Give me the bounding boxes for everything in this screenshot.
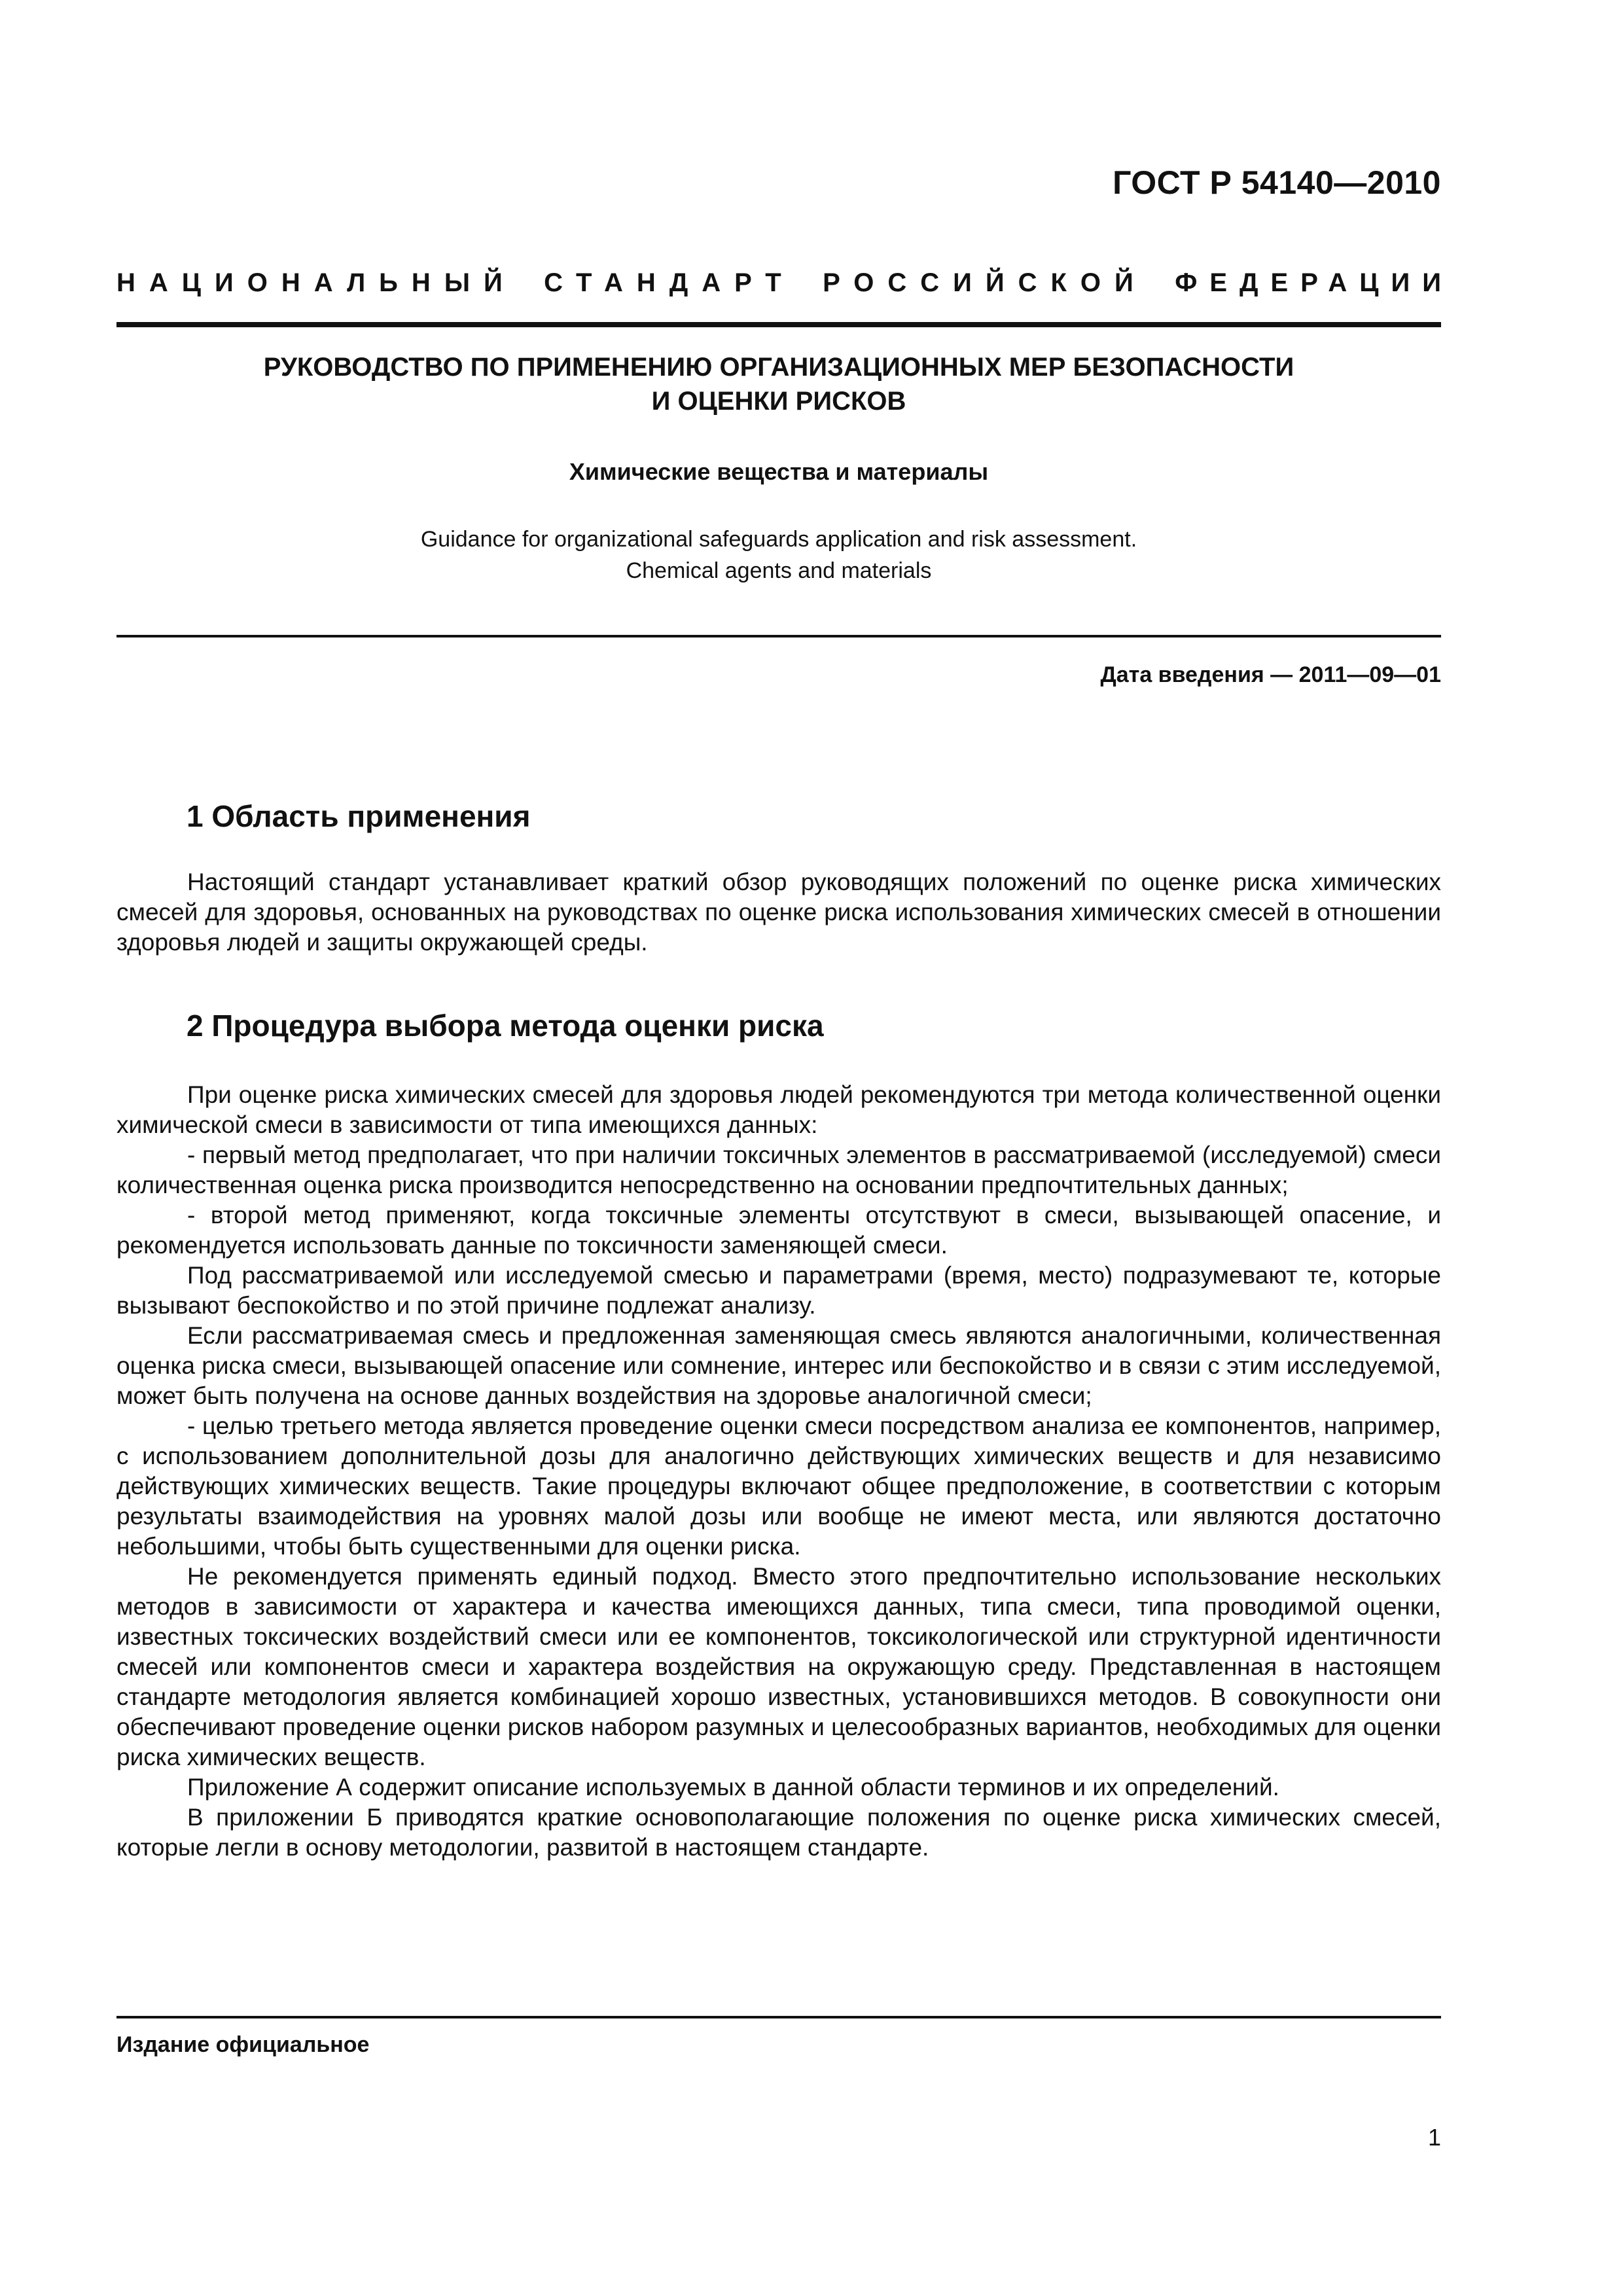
english-title-line: Chemical agents and materials bbox=[626, 558, 932, 583]
document-title bbox=[116, 350, 1441, 418]
paragraph: Под рассматриваемой или исследуемой смесью и параметрами (время, место) подразумевают те, которые вызывают беспокойство и по этой причине подлежат анализу. bbox=[116, 1262, 1441, 1319]
banner-word: НАЦИОНАЛЬНЫЙ bbox=[116, 268, 516, 297]
banner-word: ФЕДЕРАЦИИ bbox=[1175, 268, 1454, 297]
paragraph: - второй метод применяют, когда токсичные элементы отсутствуют в смеси, вызывающей опасение, и рекомендуется использовать данные по токсичности заменяющей смеси. bbox=[116, 1202, 1441, 1259]
paragraph: Не рекомендуется применять единый подход. Вместо этого предпочтительно использование нескольких методов в зависимости от характера и качества имеющихся данных, типа смеси, типа проводимой оценки, известных токсических воздействий смеси или ее компонентов, токсикологической или структурной идентичности смесей или компонентов смеси и характера воздействия на окружающую среду. Представленная в настоящем стандарте методология является комбинацией хорошо известных, установившихся методов. В совокупности они обеспечивают проведение оценки рисков набором разумных и целесообразных вариантов, необходимых для оценки риска химических веществ. bbox=[116, 1563, 1441, 1770]
section-body-procedure bbox=[116, 1080, 1441, 1863]
section-heading-procedure: 2 Процедура выбора метода оценки риска bbox=[187, 1009, 824, 1043]
page-number: 1 bbox=[1427, 2124, 1441, 2151]
document-subtitle: Химические вещества и материалы bbox=[569, 458, 989, 485]
footer-divider bbox=[116, 2016, 1441, 2018]
paragraph: В приложении Б приводятся краткие основополагающие положения по оценке риска химических смесей, которые легли в основу методологии, развитой в настоящем стандарте. bbox=[116, 1804, 1441, 1861]
title-line: И ОЦЕНКИ РИСКОВ bbox=[651, 387, 906, 416]
gost-identifier: ГОСТ Р 54140—2010 bbox=[1113, 164, 1441, 201]
official-edition-label: Издание официальное bbox=[116, 2032, 370, 2057]
section-heading-scope: 1 Область применения bbox=[187, 799, 531, 833]
banner-word: СТАНДАРТ bbox=[544, 268, 795, 297]
paragraph: Приложение А содержит описание используемых в данной области терминов и их определений. bbox=[187, 1774, 1279, 1801]
section-body-scope bbox=[116, 867, 1441, 958]
national-standard-banner bbox=[116, 268, 1454, 298]
title-line: РУКОВОДСТВО ПО ПРИМЕНЕНИЮ ОРГАНИЗАЦИОННЫХ МЕР БЕЗОПАСНОСТИ bbox=[263, 353, 1294, 382]
header-divider bbox=[116, 322, 1441, 327]
paragraph: - первый метод предполагает, что при наличии токсичных элементов в рассматриваемой (исследуемой) смеси количественная оценка риска производится непосредственно на основании предпочтительных данных; bbox=[116, 1141, 1441, 1198]
effective-date: Дата введения — 2011—09—01 bbox=[1100, 662, 1441, 687]
banner-word: РОССИЙСКОЙ bbox=[823, 268, 1147, 297]
paragraph: При оценке риска химических смесей для здоровья людей рекомендуются три метода количественной оценки химической смеси в зависимости от типа имеющихся данных: bbox=[116, 1081, 1441, 1138]
paragraph: - целью третьего метода является проведение оценки смеси посредством анализа ее компонентов, например, с использованием дополнительной дозы для аналогично действующих химических веществ и для независимо действующих химических веществ. Такие процедуры включают общее предположение, в соответствии с которым результаты взаимодействия на уровнях малой дозы или вообще не имеют места, или являются достаточно небольшими, чтобы быть существенными для оценки риска. bbox=[116, 1412, 1441, 1560]
english-title-line: Guidance for organizational safeguards application and risk assessment. bbox=[420, 527, 1137, 552]
english-title bbox=[116, 524, 1441, 586]
paragraph: Если рассматриваемая смесь и предложенная заменяющая смесь являются аналогичными, количественная оценка риска смеси, вызывающей опасение или сомнение, интерес или беспокойство и в связи с этим исследуемой, может быть получена на основе данных воздействия на здоровье аналогичной смеси; bbox=[116, 1322, 1441, 1409]
title-divider bbox=[116, 635, 1441, 637]
paragraph: Настоящий стандарт устанавливает краткий обзор руководящих положений по оценке риска химических смесей для здоровья, основанных на руководствах по оценке риска использования химических смесей в отношении здоровья людей и защиты окружающей среды. bbox=[116, 869, 1441, 956]
